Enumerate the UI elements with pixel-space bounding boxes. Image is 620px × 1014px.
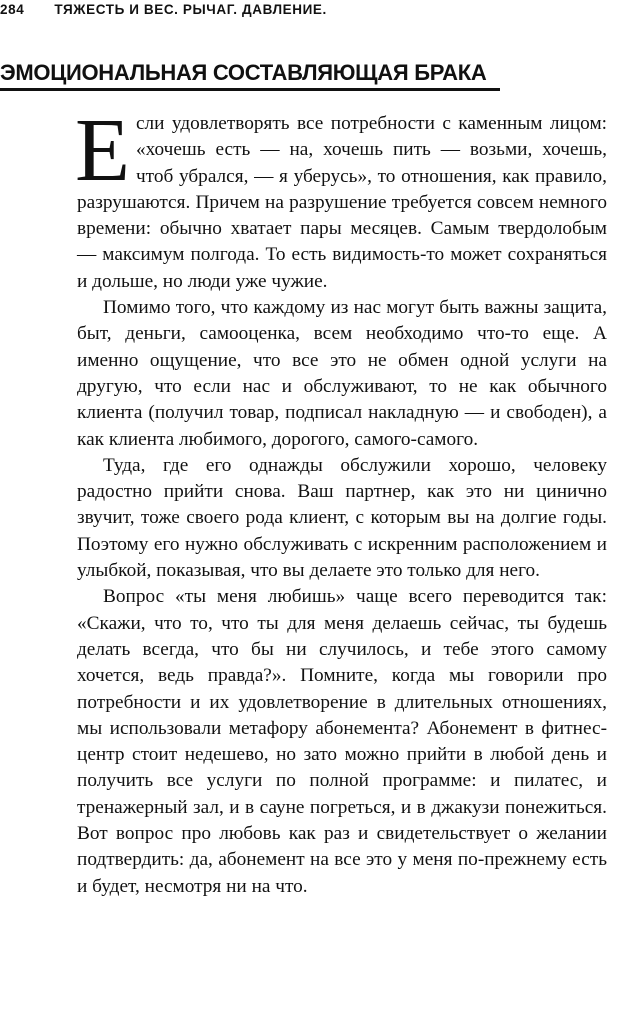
section-title: ЭМОЦИОНАЛЬНАЯ СОСТАВЛЯЮЩАЯ БРАКА xyxy=(0,60,487,85)
title-underline xyxy=(0,88,500,91)
paragraph-2: Помимо того, что каждому из нас могут быть важны защита, быт, деньги, самооценка, всем необходимо что-то еще. А именно ощущение, что все это не обмен одной услуги на другую, что если нас и обслуживают, то не как обычного клиента (получил товар, подписал накладную — и свободен), а как клиента любимого, дорогого, самого-самого. xyxy=(77,297,607,450)
paragraph-1-text: сли удовлетворять все потребности с каменным лицом: «хочешь есть — на, хочешь пить — возьми, хочешь, чтоб убрался, — я уберусь», то отношения, как правило, разрушаются. Причем на разрушение требуется совсем немного времени: обычно хватает пары месяцев. Самым твердолобым — максимум полгода. То есть видимость-то может сохраняться и дольше, но люди уже чужие. xyxy=(77,113,607,292)
paragraph-4: Вопрос «ты меня любишь» чаще всего переводится так: «Скажи, что то, что ты для меня делаешь сейчас, ты будешь делать всегда, что бы ни случилось, и тебе этого самому хочется, ведь правда?». Помните, когда мы говорили про потребности и их удовлетворение в длительных отношениях, мы использовали метафору абонемента? Абонемент в фитнес-центр стоит недешево, но зато можно прийти в любой день и получить все услуги по полной программе: и пилатес, и тренажерный зал, и в сауне погреться, и в джакузи понежиться. Вот вопрос про любовь как раз и свидетельствует о желании подтвердить: да, абонемент на все это у меня по-прежнему есть и будет, несмотря ни на что. xyxy=(77,586,607,897)
running-title: ТЯЖЕСТЬ И ВЕС. РЫЧАГ. ДАВЛЕНИЕ. xyxy=(54,2,327,17)
running-header xyxy=(0,2,327,24)
drop-cap: Е xyxy=(75,101,130,200)
paragraph-1 xyxy=(75,101,607,295)
paragraph-3: Туда, где его однажды обслужили хорошо, человеку радостно прийти снова. Ваш партнер, как это ни цинично звучит, тоже своего рода клиент, с которым вы на долгие годы. Поэтому его нужно обслуживать с искренним расположением и улыбкой, показывая, что вы делаете это только для него. xyxy=(77,454,607,582)
page-number: 284 xyxy=(0,2,25,17)
body-text xyxy=(75,101,607,900)
